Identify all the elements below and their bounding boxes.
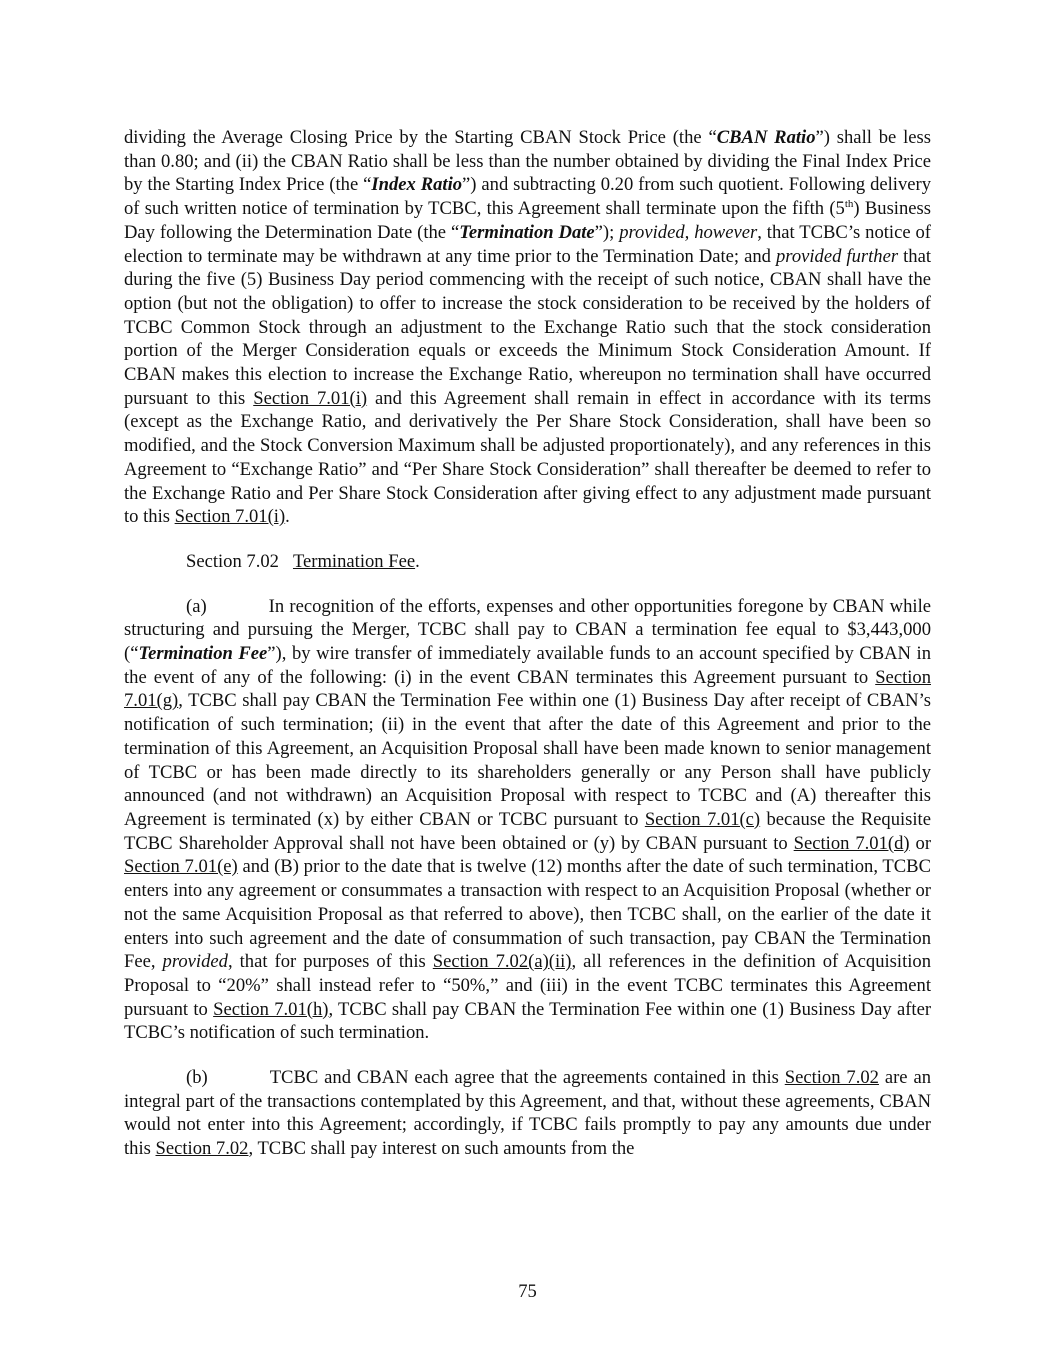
- section-reference: Section 7.02: [784, 1067, 879, 1089]
- section-reference: Section 7.01(i): [253, 387, 368, 409]
- section-title: Termination Fee: [292, 550, 416, 572]
- defined-term: Termination Fee: [138, 643, 268, 665]
- section-reference: Section 7.02(a)(ii): [432, 951, 572, 973]
- paragraph-b: (b) TCBC and CBAN each agree that the agreements contained in this Section 7.02 are an integral part of the transactions contemplated by this Agreement, and that, without these agreements, CBAN would not enter into this Agreement; accordingly, if TCBC fails promptly to pay any amounts due under this Section 7.02, TCBC shall pay interest on such amounts from the: [124, 1067, 932, 1160]
- section-reference: Section 7.01(e): [124, 856, 238, 878]
- section-reference: Section 7.01(g): [124, 666, 931, 712]
- section-reference: Section 7.02: [155, 1138, 249, 1160]
- section-reference: Section 7.01(i): [174, 506, 286, 528]
- section-reference: Section 7.01(h): [213, 998, 329, 1020]
- document-page: [124, 126, 931, 1161]
- section-heading: Section 7.02 Termination Fee.: [186, 550, 420, 572]
- paragraph-cban-ratio: dividing the Average Closing Price by the Starting CBAN Stock Price (the “CBAN Ratio”) shall be less than 0.80; and (ii) the CBAN Ratio shall be less than the number obtained by dividing the Final Index Price by the Starting Index Price (the “Index Ratio”) and subtracting 0.20 from such quotient. Following delivery of such written notice of termination by TCBC, this Agreement shall terminate upon the fifth (5th) Business Day following the Determination Date (the “Termination Date”); provided, however, that TCBC’s notice of election to terminate may be withdrawn at any time prior to the Termination Date; and provided further that during the five (5) Business Day period commencing with the receipt of such notice, CBAN shall have the option (but not the obligation) to offer to increase the stock consideration to be received by the holders of TCBC Common Stock through an adjustment to the Exchange Ratio such that the stock consideration portion of the Merger Consideration equals or exceeds the Minimum Stock Consideration Amount. If CBAN makes this election to increase the Exchange Ratio, whereupon no termination shall have occurred pursuant to this Section 7.01(i) and this Agreement shall remain in effect in accordance with its terms (except as the Exchange Ratio, and derivatively the Per Share Stock Consideration, shall have been so modified, and the Stock Conversion Maximum shall be adjusted proportionately), and any references in this Agreement to “Exchange Ratio” and “Per Share Stock Consideration” shall thereafter be deemed to refer to the Exchange Ratio and Per Share Stock Consideration after giving effect to any adjustment made pursuant to this Section 7.01(i).: [124, 127, 931, 528]
- defined-term: Termination Date: [459, 221, 595, 243]
- defined-term: Index Ratio: [371, 174, 463, 196]
- section-reference: Section 7.01(c): [644, 808, 761, 830]
- section-reference: Section 7.01(d): [793, 832, 910, 854]
- paragraph-a: (a) In recognition of the efforts, expenses and other opportunities foregone by CBAN while structuring and pursuing the Merger, TCBC shall pay to CBAN a termination fee equal to $3,443,000 (“Termination Fee”), by wire transfer of immediately available funds to an account specified by CBAN in the event of any of the following: (i) in the event CBAN terminates this Agreement pursuant to Section 7.01(g), TCBC shall pay CBAN the Termination Fee within one (1) Business Day after receipt of CBAN’s notification of such termination; (ii) in the event that after the date of this Agreement and prior to the termination of this Agreement, an Acquisition Proposal shall have been made known to senior management of TCBC or has been made directly to its shareholders generally or any Person shall have publicly announced (and not withdrawn) an Acquisition Proposal with respect to TCBC and (A) thereafter this Agreement is terminated (x) by either CBAN or TCBC pursuant to Section 7.01(c) because the Requisite TCBC Shareholder Approval shall not have been obtained or (y) by CBAN pursuant to Section 7.01(d) or Section 7.01(e) and (B) prior to the date that is twelve (12) months after the date of such termination, TCBC enters into any agreement or consummates a transaction with respect to an Acquisition Proposal (whether or not the same Acquisition Proposal as that referred to above), then TCBC shall, on the earlier of the date it enters into such agreement and the date of consummation of such transaction, pay CBAN the Termination Fee, provided, that for purposes of this Section 7.02(a)(ii), all references in the definition of Acquisition Proposal to “20%” shall instead refer to “50%,” and (iii) in the event TCBC terminates this Agreement pursuant to Section 7.01(h), TCBC shall pay CBAN the Termination Fee within one (1) Business Day after TCBC’s notification of such termination.: [124, 595, 932, 1044]
- defined-term: CBAN Ratio: [716, 127, 816, 148]
- page-number: 75: [518, 1281, 537, 1302]
